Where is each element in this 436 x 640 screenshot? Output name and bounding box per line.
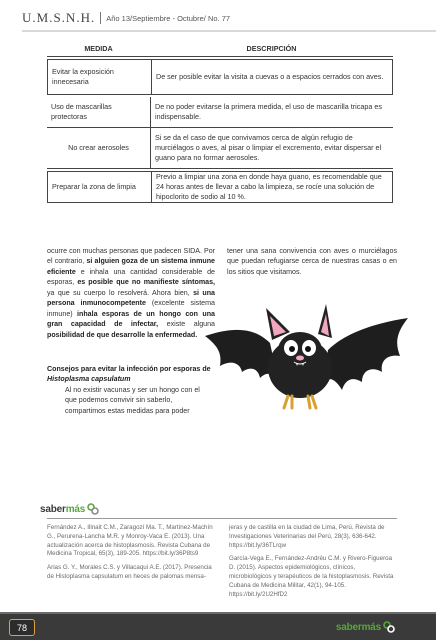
table-row [47, 97, 393, 128]
footer-logo-part-1: saber [335, 621, 362, 633]
logo-mark-icon [86, 502, 100, 516]
sabermas-logo [40, 502, 100, 516]
logo-part-2: más [65, 503, 86, 515]
page-number: 78 [9, 619, 35, 636]
table-header [47, 40, 393, 57]
text-run-bold: posibilidad de que desarrolle la enfermedad. [47, 330, 198, 339]
table-row [47, 128, 393, 169]
text-run: (excelente sistema inmune) [47, 299, 215, 318]
body-paragraph-left [47, 246, 215, 340]
measure-cell: Uso de mascarillas protectoras [47, 97, 151, 127]
text-run: e inhala una cantidad considerable de esporas, [47, 267, 215, 287]
subheading-species: Histoplasma capsulatum [47, 375, 131, 384]
measures-table [47, 40, 393, 205]
text-run-bold: si alguien goza de un sistema inmune eficiente [47, 257, 215, 276]
text-run: ya que su cuerpo lo resolverá. Ahora bien, [47, 288, 194, 297]
description-cell: Si se da el caso de que convivamos cerca de algún refugio de murciélagos o aves, al pisar o limpiar el excremento, evitar dispersar el guano para no formar aerosoles. [155, 133, 382, 162]
description-cell: De ser posible evitar la visita a cuevas o a espacios cerrados con aves. [156, 72, 384, 82]
footer-logo-part-2: más [361, 621, 381, 633]
page-header [22, 8, 436, 28]
header-rule [22, 30, 436, 32]
references-divider [47, 518, 397, 519]
description-cell: De no poder evitarse la primera medida, el uso de mascarilla tricapa es indispensable. [155, 102, 382, 121]
references-right [229, 524, 397, 604]
text-run: existe alguna [158, 320, 215, 329]
col-header-measure: MEDIDA [84, 43, 113, 53]
bat-illustration [200, 298, 410, 428]
reference-entry: jeras y de castilla en la ciudad de Lima, Perú. Revista de Investigaciones Veterinarias del Perú, 28(3), 636-642. https://bit.ly/36TLrqw [229, 524, 385, 549]
section-subheading [47, 364, 215, 385]
measure-cell: Preparar la zona de limpia [48, 172, 152, 202]
body-paragraph-left-2 [47, 385, 207, 416]
col-header-description: DESCRIPCIÓN [246, 43, 297, 53]
footer-logo [336, 620, 396, 634]
body-paragraph-right: tener una sana convivencia con aves o murciélagos que puedan refugiarse cerca de nuestras casas o en los sitios que visitamos. [227, 247, 397, 276]
measure-cell: Evitar la exposición innecesaria [48, 60, 152, 94]
footer-logo-mark-icon [382, 620, 396, 634]
reference-entry: Arias G. Y., Morales C.S. y Villacaqui A.E. (2017). Presencia de Histoplasma capsulatum en heces de palomas mensa- [47, 564, 212, 580]
header-divider [100, 12, 101, 24]
magazine-name: U.M.S.N.H. [22, 10, 96, 25]
subheading-text: Consejos para evitar la infección por esporas de [47, 365, 211, 373]
table-row [47, 59, 393, 95]
description-cell: Previo a limpiar una zona en donde haya guano, es recomendable que 24 horas antes de llevar a cabo la limpieza, se rocíe una solución de hipoclorito de sodio al 10 %. [156, 172, 382, 201]
logo-wordmark [40, 504, 85, 515]
reference-entry: Fernández A., Illnait C.M., Zaragozí Ma. T., Martínez-Machín G., Perurena-Lancha M.R. y Monroy-Vaca E. (2013). Una actualización acerca de histoplasmosis. Revista Cubana de Medicina Tropical, 65(3), 189-205. https://bit.ly/36P8ts9 [47, 524, 213, 558]
issue-info: Año 13/Septiembre - Octubre/ No. 77 [106, 13, 231, 23]
table-row [47, 171, 393, 203]
footer-logo-wordmark [336, 622, 381, 633]
logo-part-1: saber [40, 503, 66, 515]
text-run-bold: inhala esporas de un hongo con una gran capacidad de infectar, [47, 309, 215, 329]
text-run-bold: es posible que no manifieste síntomas, [77, 278, 215, 287]
reference-entry: García-Vega E., Fernández-Andréu C.M. y Rivero-Figueroa D. (2015). Aspectos epidemiológicos, clínicos, microbiológicos y terapéuticos de la histoplasmosis. Revista Cubana de Medicina Militar, 42(1), 94-105. https://bit.ly/2U2HfD2 [229, 555, 394, 598]
measure-cell: No crear aerosoles [47, 128, 151, 168]
text-run-bold: si una persona inmunocompetente [47, 288, 215, 308]
references-left [47, 524, 214, 587]
paragraph-text: Al no existir vacunas y ser un hongo con el que podemos convivir sin saberlo, compartimos estas medidas para poder [65, 386, 200, 415]
text-run: ocurre con muchas personas que padecen SIDA. Por el contrario, [47, 247, 215, 266]
